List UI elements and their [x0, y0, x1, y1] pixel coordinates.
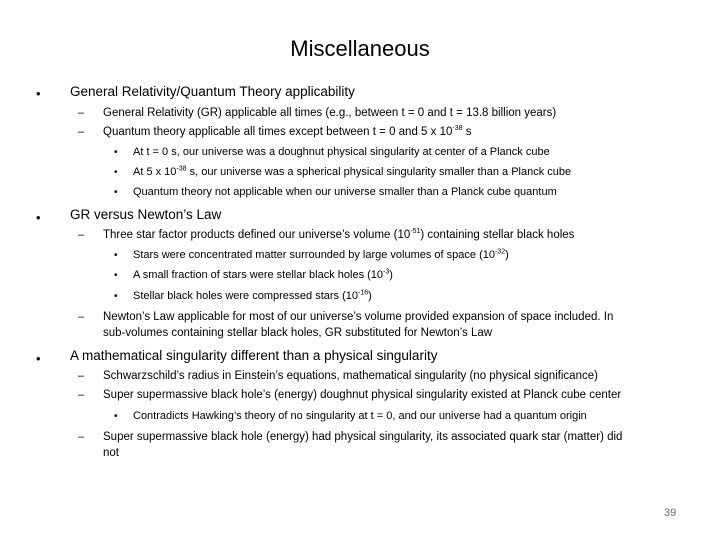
dash-icon: – — [78, 229, 85, 241]
page-number: 39 — [664, 507, 677, 519]
section-3-item-1: Schwarzschild’s radius in Einstein’s equations, mathematical singularity (no physical significance) — [103, 370, 598, 382]
text-part: Three star factor products defined our universe’s volume (10 — [103, 229, 411, 241]
section-1-item-1: General Relativity (GR) applicable all times (e.g., between t = 0 and t = 13.8 billion years) — [103, 107, 557, 119]
bullet-icon: • — [36, 351, 41, 366]
bullet-icon: • — [36, 86, 41, 101]
exponent: -38 — [176, 165, 187, 173]
section-3-item-3-line-1: Super supermassive black hole (energy) had physical singularity, its associated quark star (matter) did — [103, 431, 623, 443]
text-part: Stellar black holes were compressed stars (10 — [133, 290, 358, 302]
dash-icon: – — [78, 311, 85, 323]
dash-icon: – — [78, 431, 85, 443]
small-bullet-icon: • — [114, 250, 118, 261]
text-part: ) containing stellar black holes — [420, 229, 575, 241]
section-3-heading: A mathematical singularity different than a physical singularity — [70, 348, 438, 363]
dash-icon: – — [78, 389, 85, 401]
text-part: ) — [368, 290, 372, 302]
exponent: -51 — [410, 228, 421, 236]
section-2-subitem-1 — [133, 249, 509, 261]
small-bullet-icon: • — [114, 167, 118, 178]
dash-icon: – — [78, 107, 85, 119]
section-1-item-2 — [103, 126, 471, 138]
section-2-item-1 — [103, 229, 574, 241]
text-part: A small fraction of stars were stellar black holes (10 — [133, 269, 384, 281]
dash-icon: – — [78, 126, 85, 138]
section-1-subitem-2 — [133, 166, 571, 178]
exponent: -38 — [452, 125, 463, 133]
section-3-subitem-1: Contradicts Hawking’s theory of no singularity at t = 0, and our universe had a quantum origin — [133, 410, 587, 422]
section-3-item-3-line-2: not — [103, 447, 119, 459]
small-bullet-icon: • — [114, 147, 118, 158]
small-bullet-icon: • — [114, 187, 118, 198]
small-bullet-icon: • — [114, 291, 118, 302]
small-bullet-icon: • — [114, 411, 118, 422]
text-part: At 5 x 10 — [133, 166, 177, 178]
text-part: ) — [505, 249, 509, 261]
section-1-subitem-3: Quantum theory not applicable when our universe smaller than a Planck cube quantum — [133, 186, 557, 198]
exponent: -16 — [357, 289, 369, 297]
section-2-item-2-line-2: sub-volumes containing stellar black holes, GR substituted for Newton’s Law — [103, 327, 493, 339]
small-bullet-icon: • — [114, 270, 118, 281]
section-2-item-2-line-1: Newton’s Law applicable for most of our universe’s volume provided expansion of space included. In — [103, 311, 614, 323]
dash-icon: – — [78, 370, 85, 382]
section-2-subitem-3 — [133, 290, 372, 302]
section-1-heading: General Relativity/Quantum Theory applicability — [70, 84, 355, 99]
section-1-subitem-1: At t = 0 s, our universe was a doughnut physical singularity at center of a Planck cube — [133, 146, 550, 158]
bullet-icon: • — [36, 210, 41, 225]
text-part: ) — [389, 269, 393, 281]
text-part: Quantum theory applicable all times except between t = 0 and 5 x 10 — [103, 126, 453, 138]
exponent: -3 — [383, 268, 390, 276]
text-part: s — [462, 126, 472, 138]
section-3-item-2: Super supermassive black hole’s (energy) doughnut physical singularity existed at Planck cube center — [103, 389, 622, 401]
section-2-subitem-2 — [133, 269, 393, 281]
section-2-heading: GR versus Newton’s Law — [70, 207, 222, 222]
text-part: s, our universe was a spherical physical singularity smaller than a Planck cube — [186, 166, 572, 178]
text-part: Stars were concentrated matter surrounded by large volumes of space (10 — [133, 249, 495, 261]
exponent: -32 — [494, 248, 506, 256]
slide-title: Miscellaneous — [290, 36, 430, 61]
